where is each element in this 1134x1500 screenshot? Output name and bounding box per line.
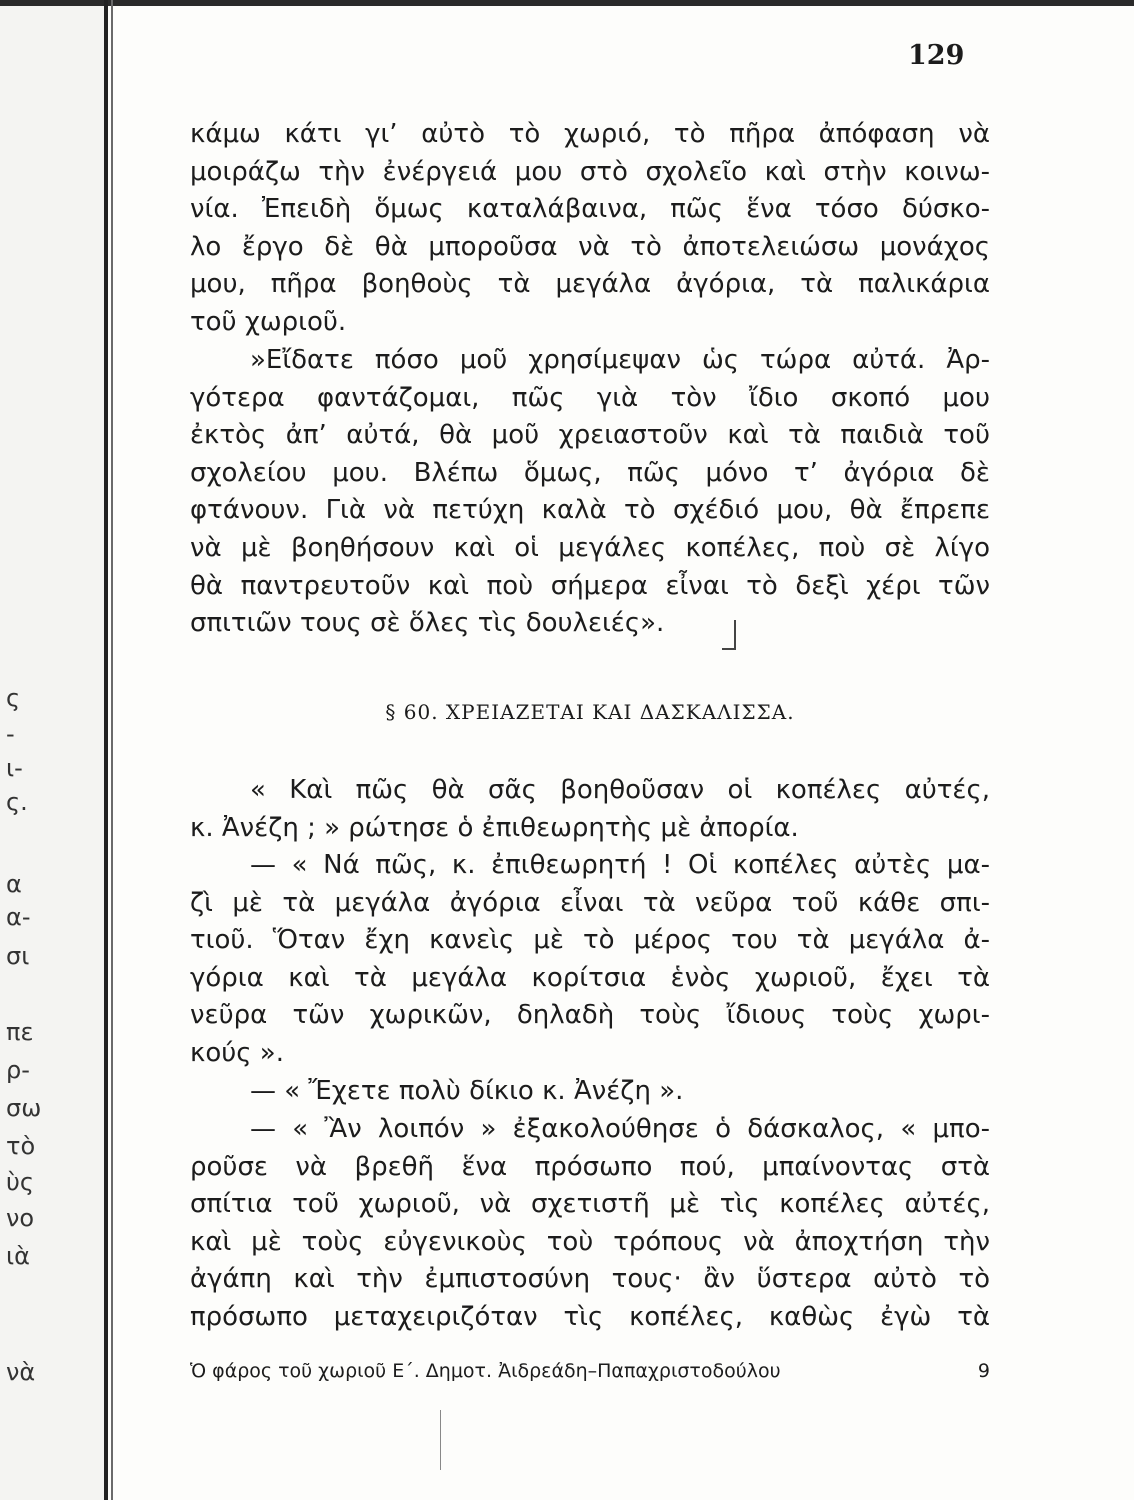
margin-fragment: ὺς	[6, 1168, 34, 1196]
text-line: σπιτιῶν τους σὲ ὅλες τὶς δουλειές».	[190, 608, 665, 639]
facing-page-strip	[0, 0, 104, 1500]
text-line: κούς ».	[190, 1037, 284, 1068]
book-gutter-shadow	[111, 0, 113, 1500]
pencil-mark	[722, 648, 736, 650]
paragraph-4	[190, 847, 990, 1073]
scan-top-edge	[0, 0, 1134, 6]
paragraph-6	[190, 1111, 990, 1337]
text-line: — « Νά πῶς, κ. ἐπιθεωρητή ! Οἱ κοπέλες αὐτὲς μα-	[250, 850, 990, 880]
margin-fragment: ς	[6, 684, 21, 712]
text-line: κάμω κάτι γι’ αὐτὸ τὸ χωριό, τὸ πῆρα ἀπόφαση νὰ	[190, 119, 990, 149]
text-line: σχολείου μου. Βλέπω ὅμως, πῶς μόνο τ’ ἀγόρια δὲ	[190, 457, 990, 488]
page-footer	[190, 1360, 990, 1382]
pencil-mark	[734, 620, 736, 650]
text-line: καὶ μὲ τοὺς εὐγενικοὺς τοὺ τρόπους νὰ ἀποχτήση τὴν	[190, 1226, 990, 1257]
text-line: νεῦρα τῶν χωρικῶν, δηλαδὴ τοὺς ἴδιους τοὺς χωρι-	[190, 1000, 990, 1031]
margin-fragment: ιὰ	[6, 1242, 30, 1270]
margin-fragment: σω	[6, 1094, 42, 1122]
text-line: φτάνουν. Γιὰ νὰ πετύχη καλὰ τὸ σχέδιό μου, θὰ ἔπρεπε	[190, 495, 990, 526]
text-line: μου, πῆρα βοηθοὺς τὰ μεγάλα ἀγόρια, τὰ παλικάρια	[190, 269, 990, 300]
margin-fragment: α	[6, 870, 22, 898]
page-number: 129	[908, 40, 965, 71]
footer-title: Ὁ φάρος τοῦ χωριοῦ Ε΄. Δημοτ. Ἀιδρεάδη–Παπαχριστοδούλου	[190, 1360, 781, 1382]
text-line: « Καὶ πῶς θὰ σᾶς βοηθοῦσαν οἱ κοπέλες αὐτές,	[250, 775, 990, 805]
text-line: ἐκτὸς ἀπ’ αὐτά, θὰ μοῦ χρειαστοῦν καὶ τὰ παιδιὰ τοῦ	[190, 420, 990, 451]
margin-fragment: ρ-	[6, 1056, 30, 1084]
book-gutter	[104, 0, 108, 1500]
text-line: νὰ μὲ βοηθήσουν καὶ οἱ μεγάλες κοπέλες, ποὺ σὲ λίγο	[190, 532, 990, 563]
margin-fragment: πε	[6, 1018, 34, 1046]
text-line: πρόσωπο μεταχειριζόταν τὶς κοπέλες, καθὼς ἐγὼ τὰ	[190, 1301, 990, 1332]
text-line: σπίτια τοῦ χωριοῦ, νὰ σχετιστῆ μὲ τὶς κοπέλες αὐτές,	[190, 1189, 990, 1220]
text-line: τοῦ χωριοῦ.	[190, 306, 347, 337]
paragraph-3	[190, 772, 990, 847]
text-line: ἀγάπη καὶ τὴν ἐμπιστοσύνη τους· ἂν ὕστερα αὐτὸ τὸ	[190, 1264, 990, 1295]
text-line: — « Ἔχετε πολὺ δίκιο κ. Ἀνέζη ».	[250, 1076, 684, 1106]
margin-fragment: νὰ	[6, 1358, 36, 1386]
paragraph-5	[190, 1073, 990, 1111]
pencil-stroke	[440, 1410, 441, 1470]
paragraph-2	[190, 342, 990, 643]
margin-fragment: -	[6, 720, 15, 748]
margin-fragment: ς.	[6, 788, 28, 816]
text-line: τιοῦ. Ὅταν ἔχη κανεὶς μὲ τὸ μέρος του τὰ μεγάλα ἀ-	[190, 925, 990, 956]
section-heading: § 60. ΧΡΕΙΑΖΕΤΑΙ ΚΑΙ ΔΑΣΚΑΛΙΣΣΑ.	[385, 700, 795, 724]
margin-fragment: σι	[6, 942, 30, 970]
paragraph-1	[190, 116, 990, 342]
signature-mark: 9	[977, 1360, 990, 1382]
text-line: ζὶ μὲ τὰ μεγάλα ἀγόρια εἶναι τὰ νεῦρα τοῦ κάθε σπι-	[190, 887, 990, 918]
margin-fragment: α-	[6, 903, 31, 931]
text-line: — « Ἂν λοιπόν » ἐξακολούθησε ὁ δάσκαλος, « μπο-	[250, 1114, 990, 1144]
text-line: γόρια καὶ τὰ μεγάλα κορίτσια ἑνὸς χωριοῦ, ἔχει τὰ	[190, 962, 990, 993]
text-line: »Εἴδατε πόσο μοῦ χρησίμεψαν ὡς τώρα αὐτά. Ἀρ-	[250, 345, 990, 375]
text-line: θὰ παντρευτοῦν καὶ ποὺ σήμερα εἶναι τὸ δεξὶ χέρι τῶν	[190, 570, 990, 601]
text-line: κ. Ἀνέζη ; » ρώτησε ὁ ἐπιθεωρητὴς μὲ ἀπορία.	[190, 812, 799, 843]
text-line: νία. Ἐπειδὴ ὅμως καταλάβαινα, πῶς ἕνα τόσο δύσκο-	[190, 194, 990, 225]
margin-fragment: ι-	[6, 754, 23, 782]
text-line: γότερα φαντάζομαι, πῶς γιὰ τὸν ἴδιο σκοπό μου	[190, 382, 990, 413]
margin-fragment: τὸ	[6, 1132, 36, 1160]
text-line: μοιράζω τὴν ἐνέργειά μου στὸ σχολεῖο καὶ στὴν κοινω-	[190, 156, 990, 187]
text-line: ροῦσε νὰ βρεθῆ ἕνα πρόσωπο πού, μπαίνοντας στὰ	[190, 1151, 990, 1182]
margin-fragment: νο	[6, 1204, 35, 1232]
text-line: λο ἔργο δὲ θὰ μποροῦσα νὰ τὸ ἀποτελειώσω μονάχος	[190, 231, 990, 262]
